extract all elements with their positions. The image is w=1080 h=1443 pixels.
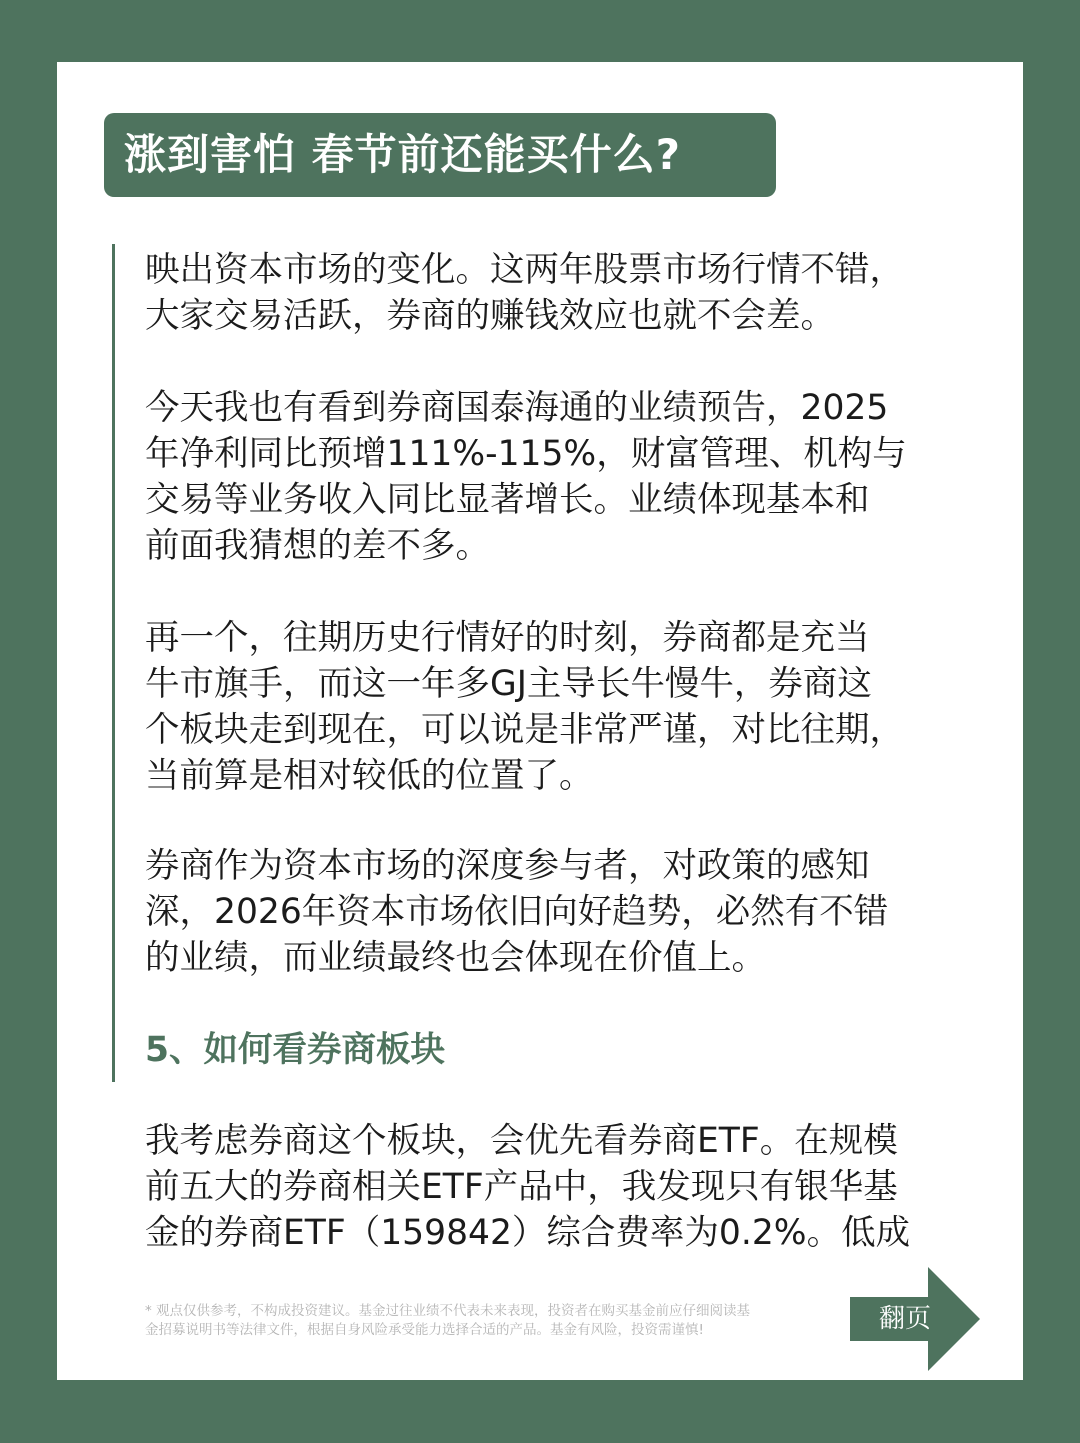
paragraph-line: 映出资本市场的变化。这两年股票市场行情不错， xyxy=(145,250,904,290)
page-title: 涨到害怕 春节前还能买什么? xyxy=(104,113,776,197)
section-heading: 5、如何看券商板块 xyxy=(145,1030,446,1070)
paragraph-line: 前五大的券商相关ETF产品中，我发现只有银华基 xyxy=(145,1167,898,1207)
paragraph-1 xyxy=(145,247,1005,339)
paragraph-line: 今天我也有看到券商国泰海通的业绩预告，2025 xyxy=(145,388,889,428)
paragraph-line: 个板块走到现在，可以说是非常严谨，对比往期， xyxy=(145,710,904,750)
next-page-label: 翻页 xyxy=(878,1304,931,1334)
paragraph-line: 的业绩，而业绩最终也会体现在价值上。 xyxy=(145,938,766,978)
content-card xyxy=(57,62,1023,1380)
paragraph-line: 大家交易活跃，券商的赚钱效应也就不会差。 xyxy=(145,296,835,336)
paragraph-line: 深，2026年资本市场依旧向好趋势，必然有不错 xyxy=(145,892,889,932)
paragraph-2 xyxy=(145,385,1005,569)
disclaimer-line: * 观点仅供参考，不构成投资建议。基金过往业绩不代表未来表现，投资者在购买基金前应仔细阅读基 xyxy=(145,1303,751,1319)
paragraph-line: 我考虑券商这个板块，会优先看券商ETF。在规模 xyxy=(145,1121,898,1161)
disclaimer-line: 金招募说明书等法律文件，根据自身风险承受能力选择合适的产品。基金有风险，投资需谨慎! xyxy=(145,1322,704,1338)
paragraph-line: 金的券商ETF（159842）综合费率为0.2%。低成 xyxy=(145,1213,911,1253)
quote-side-bar xyxy=(112,244,115,1082)
paragraph-line: 交易等业务收入同比显著增长。业绩体现基本和 xyxy=(145,480,870,520)
next-page-button[interactable] xyxy=(850,1267,980,1371)
paragraph-3 xyxy=(145,615,1005,799)
paragraph-4 xyxy=(145,843,1005,981)
paragraph-line: 牛市旗手，而这一年多GJ主导长牛慢牛，券商这 xyxy=(145,664,872,704)
paragraph-line: 券商作为资本市场的深度参与者，对政策的感知 xyxy=(145,846,870,886)
paragraph-line: 当前算是相对较低的位置了。 xyxy=(145,756,594,796)
paragraph-line: 再一个，往期历史行情好的时刻，券商都是充当 xyxy=(145,618,870,658)
paragraph-line: 年净利同比预增111%-115%，财富管理、机构与 xyxy=(145,434,907,474)
disclaimer xyxy=(145,1302,845,1340)
paragraph-5 xyxy=(145,1118,1005,1256)
paragraph-line: 前面我猜想的差不多。 xyxy=(145,526,490,566)
